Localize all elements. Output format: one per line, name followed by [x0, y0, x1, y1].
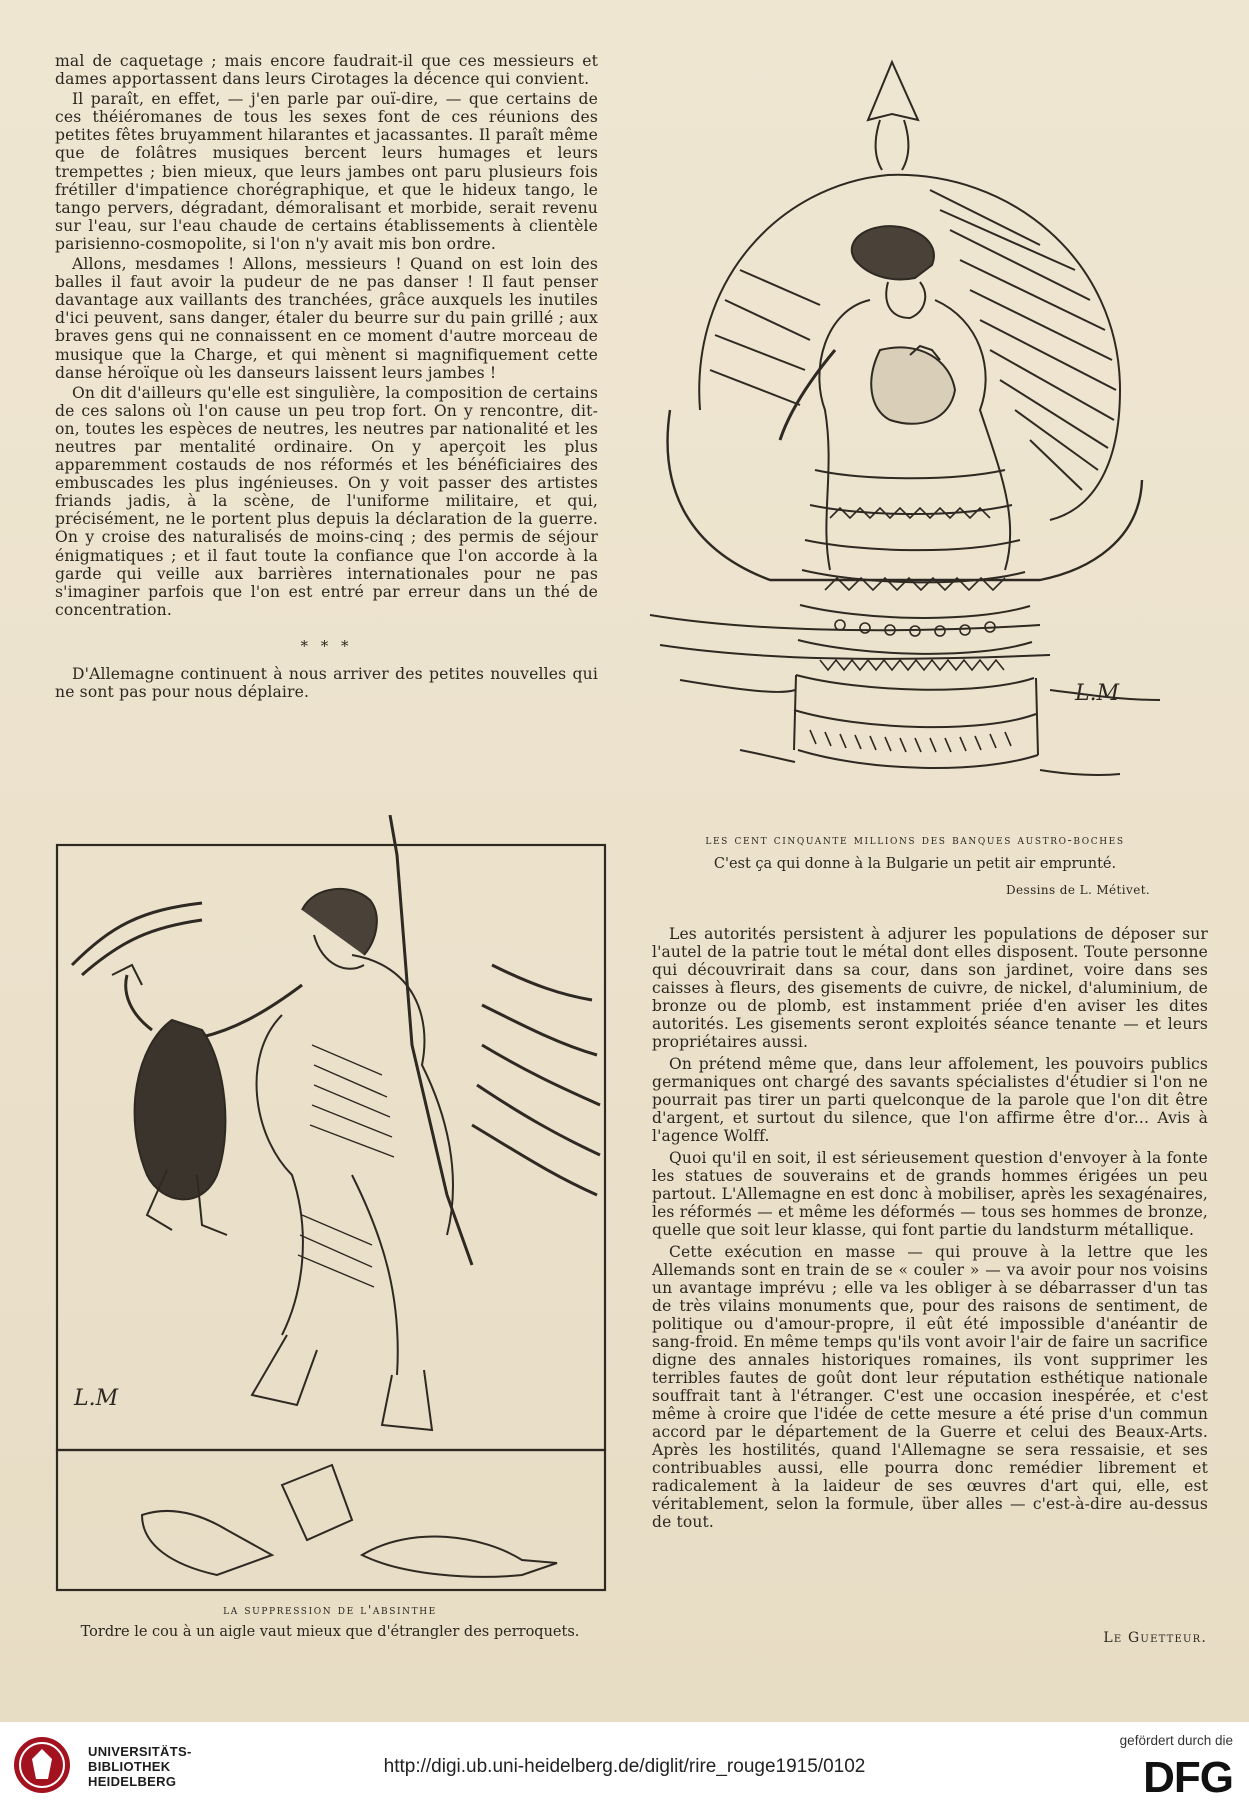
left-paragraph-4: On dit d'ailleurs qu'elle est singulière, la composition de certains de ces salons où l'on cause un peu trop fort. On y rencontre, dit-on, toutes les espèces de neutres, les neutres par nationalité et les neutres par mentalité ordinaire. On y aperçoit les plus apparemment costauds de nos réformés et les bénéficiaires des embuscades les plus ingénieuses. On y voit passer des artistes friands jadis, à la scène, de l'uniforme militaire, et qui, précisément, ne le portent plus depuis la déclaration de la guerre. On y croise des naturalisés de moins-cinq ; des permis de séjour énigmatiques ; et il faut toute la confiance que l'on accorde à la garde qui veille aux barrières internationales pour ne pas s'imaginer parfois que l'on est entré par erreur dans un thé de concentration. [55, 383, 598, 619]
university-name-line-3: HEIDELBERG [88, 1774, 177, 1789]
top-caption-subtitle: C'est ça qui donne à la Bulgarie un petit air emprunté. [713, 856, 1117, 872]
left-closing-paragraph: D'Allemagne continuent à nous arriver des petites nouvelles qui ne sont pas pour nous déplaire. [55, 664, 598, 701]
absinthe-illustration [52, 815, 612, 1600]
right-paragraph-2: On prétend même que, dans leur affolement, les pouvoirs publics germaniques ont chargé des savants spécialistes d'étudier si l'on ne pourrait pas tirer un parti quelconque de la parole que l'on dit être d'argent, et surtout du silence, que l'on affirme être d'or... Avis à l'agence Wolff. [652, 1055, 1208, 1145]
author-signature: Le Guetteur. [1103, 1630, 1207, 1646]
top-illustration-signature: L.M [1075, 681, 1120, 706]
left-paragraph-1: mal de caquetage ; mais encore faudrait-il que ces messieurs et dames apportassent dans leurs Cirotages la décence qui convient. [55, 52, 598, 89]
right-text-column [652, 925, 1208, 1531]
university-name-line-1: UNIVERSITÄTS- [88, 1744, 192, 1759]
bottom-caption-title: la suppression de l'absinthe [223, 1602, 437, 1617]
digitization-footer [0, 1722, 1249, 1811]
section-asterism: * * * [300, 636, 353, 655]
bottom-illustration-signature: L.M [74, 1386, 119, 1411]
left-text-column [55, 52, 598, 701]
right-paragraph-1: Les autorités persistent à adjurer les populations de déposer sur l'autel de la patrie tout le métal dont elles disposent. Toute personne qui découvrirait dans sa cour, dans son jardinet, voire dans ses caisses à fleurs, des gisements de cuivre, de nickel, d'aluminium, de bronze ou de plomb, est instamment priée d'en aviser les dites autorités. Les gisements seront exploités séance tenante — et leurs propriétaires aussi. [652, 925, 1208, 1051]
dfg-logo: DFG [1143, 1753, 1233, 1802]
left-paragraph-3: Allons, mesdames ! Allons, messieurs ! Quand on est loin des balles il faut avoir la pudeur de ne pas danser ! Il faut penser davantage aux vaillants des tranchées, grâce auxquels les inutiles d'ici peuvent, sans danger, étaler du beurre sur du pain grillé ; aux braves gens qui ne connaissent en ce moment d'autre morceau de musique que la Charge, et qui mènent si magnifiquement cette danse héroïque où les danseurs laissent leurs jambes ! [55, 255, 598, 382]
left-paragraph-2: Il paraît, en effet, — j'en parle par ouï-dire, — que certains de ces théiéromanes de tous les sexes font de ces réunions des petites fêtes bruyamment hilarantes et jacassantes. Il paraît même que de folâtres musiques bercent leurs humages et leurs trempettes ; bien mieux, que leurs jambes ont paru plusieurs fois frétiller d'impatience chorégraphique, et que le hideux tango, le tango pervers, dégradant, démoralisant et morbide, serait revenu sur l'eau, sur l'eau chaude de certains établissements à clientèle parisienno-cosmopolite, si l'on n'y avait mis bon ordre. [55, 90, 598, 253]
source-url-link[interactable]: http://digi.ub.uni-heidelberg.de/diglit/rire_rouge1915/0102 [383, 1756, 866, 1777]
right-paragraph-3: Quoi qu'il en soit, il est sérieusement question d'envoyer à la fonte les statues de souverains et de grands hommes érigées un peu partout. L'Allemagne en est donc à mobiliser, après les sexagénaires, les réformés — et même les déformés — tous ses hommes de bronze, quelle que soit leur klasse, qui font partie du landsturm métallique. [652, 1149, 1208, 1239]
university-name-line-2: BIBLIOTHEK [88, 1759, 171, 1774]
drawings-credit: Dessins de L. Métivet. [1006, 883, 1151, 897]
bulgaria-illustration [620, 50, 1210, 825]
right-paragraph-4: Cette exécution en masse — qui prouve à la lettre que les Allemands sont en train de se « couler » — va avoir pour nos voisins un avantage imprévu ; elle va les obliger à se débarrasser d'un tas de très vilains monuments que, pour des raisons de sentiment, de politique ou d'amour-propre, il eût été impossible d'anéantir de sang-froid. En même temps qu'ils vont avoir l'air de faire un sacrifice digne des annales historiques romaines, ils vont supprimer les terribles fautes de goût dont leur réputation esthétique nationale souffrait tant à l'étranger. C'est une occasion inespérée, et c'est même à croire que l'idée de cette mesure a été prise d'un commun accord par le département de la Guerre et celui des Beaux-Arts. Après les hostilités, quand l'Allemagne se sera ressaisie, et ses contribuables aussi, elle pourra donc remédier librement et radicalement à la laideur de ses œuvres d'art qui, elle, est véritablement, selon la formule, über alles — c'est-à-dire au-dessus de tout. [652, 1243, 1208, 1531]
funded-by-label: gefördert durch die [1119, 1733, 1233, 1748]
bottom-caption-subtitle: Tordre le cou à un aigle vaut mieux que d'étrangler des perroquets. [80, 1624, 580, 1640]
top-caption-title: les cent cinquante millions des banques austro-boches [705, 832, 1125, 847]
